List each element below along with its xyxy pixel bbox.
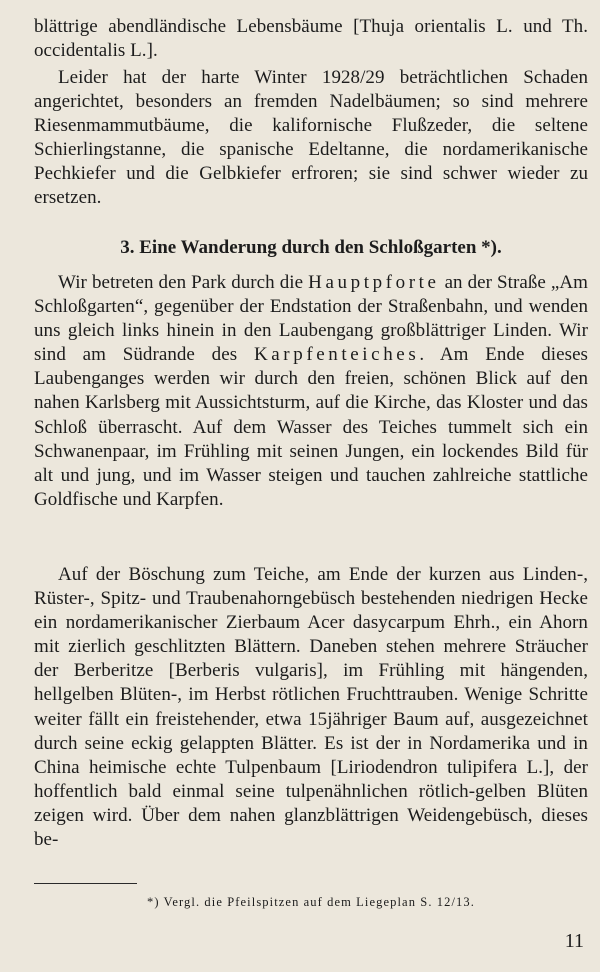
footnote-divider: [34, 883, 137, 884]
paragraph-park-entrance: [34, 271, 588, 512]
text-run: an der Straße „Am Schloßgarten“, gegenüber der Endstation der Straßenbahn, und wenden uns gleich links hinein in den Laubengang großblättriger Linden. Wir sind am Südrande des: [34, 272, 588, 366]
footnote: *) Vergl. die Pfeilspitzen auf dem Liegeplan S. 12/13.: [147, 895, 475, 909]
paragraph-embankment-trees: Auf der Böschung zum Teiche, am Ende der kurzen aus Linden-, Rüster-, Spitz- und Traubenahorngebüsch bestehenden niedrigen Hecke ein nordamerikanischer Zierbaum Acer dasycarpum Ehrh., ein Ahorn mit zierlich geschlitzten Blättern. Daneben stehen mehrere Sträucher der Berberitze [Berberis vulgaris], im Frühling mit hängenden, hellgelben Blüten-, im Herbst rötlichen Fruchttrauben. Wenige Schritte weiter fällt ein freistehender, etwa 15jähriger Baum auf, ausgezeichnet durch seine eckig gelappten Blätter. Es ist der in Nordamerika und in China heimische echte Tulpenbaum [Liriodendron tulipifera L.], der hoffentlich bald einmal seine tulpenähnlichen rötlich-gelben Blüten zeigen wird. Über dem nahen glanzblättrigen Weidengebüsch, dieses be-: [34, 564, 588, 851]
paragraph-continuation: blättrige abendländische Lebensbäume [Thuja orientalis L. und Th. occidentalis L.].: [34, 16, 588, 62]
section-heading: 3. Eine Wanderung durch den Schloßgarten *).: [120, 237, 502, 258]
text-run: Wir betreten den Park durch die: [58, 272, 309, 293]
emphasis-karpfenteich: Karpfenteiches: [253, 344, 420, 366]
text-run: . Am Ende dieses Laubenganges werden wir durch den freien, schönen Blick auf den nahen Karlsberg mit Aussichtsturm, auf die Kirche, das Kloster und das Schloß überrascht. Auf dem Wasser des Teiches tummelt sich ein Schwanenpaar, im Frühling mit seinen Jungen, ein lockendes Bild für alt und jung, und im Wasser steigen und tauchen zahlreiche stattliche Goldfische und Karpfen.: [34, 344, 588, 510]
page-number: 11: [564, 930, 584, 952]
paragraph-winter-damage: Leider hat der harte Winter 1928/29 beträchtlichen Schaden angerichtet, besonders an fremden Nadelbäumen; so sind mehrere Riesenmammutbäume, die kalifornische Flußzeder, die seltene Schierlingstanne, die spanische Edeltanne, die nordamerikanische Pechkiefer und die Gelbkiefer erfroren; sie sind schwer wieder zu ersetzen.: [34, 67, 588, 209]
emphasis-hauptpforte: Hauptpforte: [308, 272, 440, 293]
